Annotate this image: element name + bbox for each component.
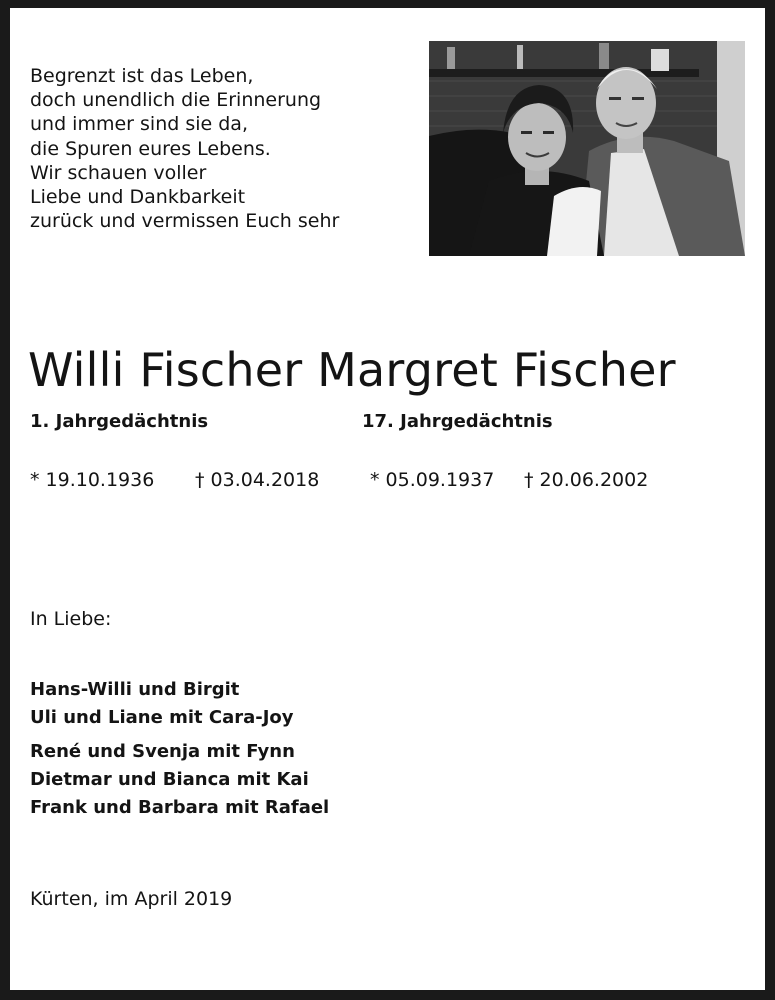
mourner-line: Frank und Barbara mit Rafael (30, 797, 330, 818)
obituary-card (10, 8, 765, 990)
poem-line: doch unendlich die Erinnerung (30, 89, 322, 112)
poem-line: Wir schauen voller (30, 161, 207, 184)
death-date-margret: † 20.06.2002 (524, 469, 649, 491)
mourner-line: Dietmar und Bianca mit Kai (30, 769, 309, 790)
deceased-names: Willi Fischer Margret Fischer (28, 343, 676, 397)
poem-line: zurück und vermissen Euch sehr (30, 210, 340, 233)
poem (30, 64, 410, 233)
birth-date-willi: * 19.10.1936 (30, 469, 155, 491)
anniversary-willi: 1. Jahrgedächtnis (30, 411, 209, 432)
mourner-line: René und Svenja mit Fynn (30, 741, 295, 762)
place-date: Kürten, im April 2019 (30, 888, 233, 910)
couple-photo (429, 41, 745, 256)
in-love-label: In Liebe: (30, 608, 112, 630)
mourner-line: Uli und Liane mit Cara-Joy (30, 707, 294, 728)
anniversary-margret: 17. Jahrgedächtnis (362, 411, 553, 432)
mourners-group-1 (30, 676, 294, 732)
poem-line: Liebe und Dankbarkeit (30, 186, 246, 209)
couple-photo-illustration (429, 41, 745, 256)
poem-line: Begrenzt ist das Leben, (30, 65, 254, 87)
mourners-group-2 (30, 738, 329, 822)
mourner-line: Hans-Willi und Birgit (30, 679, 240, 700)
poem-line: und immer sind sie da, (30, 113, 248, 136)
birth-date-margret: * 05.09.1937 (370, 469, 495, 491)
death-date-willi: † 03.04.2018 (195, 469, 320, 491)
poem-line: die Spuren eures Lebens. (30, 137, 271, 160)
